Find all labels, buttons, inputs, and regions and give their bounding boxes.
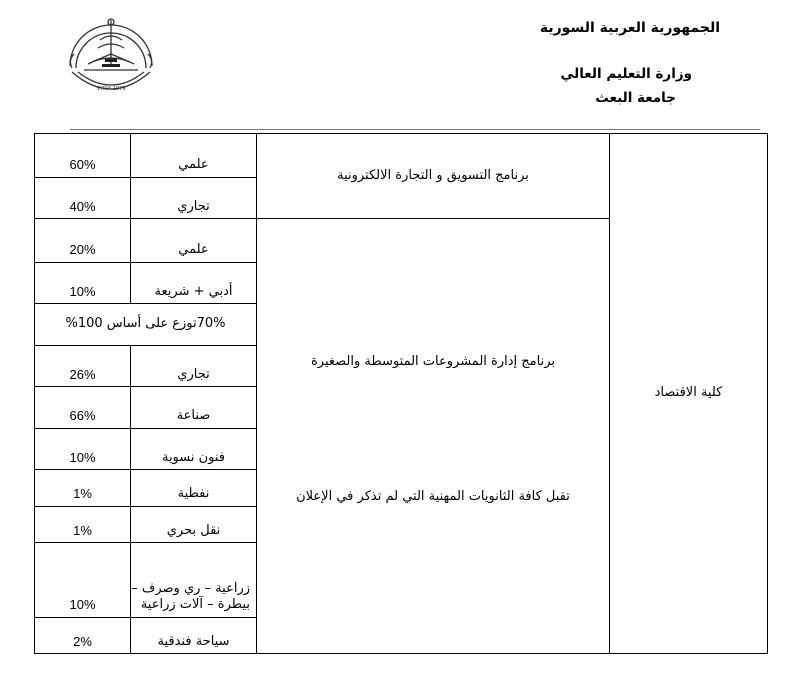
distribution-note: 70%توزع على أساس 100% [35,304,257,346]
branch-cell: أدبي + شريعة [131,262,257,304]
percentage-cell: 26% [35,345,131,387]
branch-cell: علمي [131,219,257,263]
university-seal-logo [62,14,160,100]
header-divider [70,129,760,130]
percentage-cell: 66% [35,387,131,429]
percentage-cell: 10% [35,428,131,470]
branch-cell: صناعة [131,387,257,429]
percentage-cell: 20% [35,219,131,263]
program-marketing: برنامج التسويق و التجارة الالكترونية [257,134,610,219]
program-sme: برنامج إدارة المشروعات المتوسطة والصغيرة [310,354,555,370]
percentage-cell: 1% [35,470,131,506]
university-title: جامعة البعث [595,90,676,106]
branch-cell: تجاري [131,345,257,387]
branch-cell: علمي [131,134,257,178]
branch-cell: فنون نسوية [131,428,257,470]
ministry-title: وزارة التعليم العالي [560,66,692,82]
admission-ratios-table [34,133,768,654]
faculty-name: كلية الاقتصاد [610,134,768,654]
document-header [0,0,800,120]
republic-title: الجمهورية العربية السورية [539,20,720,36]
percentage-cell: 40% [35,177,131,219]
percentage-cell: 2% [35,617,131,653]
branch-cell: نقل بحري [131,506,257,542]
percentage-cell: 10% [35,262,131,304]
svg-text:SYRIA 1979: SYRIA 1979 [96,86,126,92]
branch-cell: زراعية – ري وصرف – بيطرة – آلات زراعية [131,542,257,617]
percentage-cell: 60% [35,134,131,178]
branch-cell: تجاري [131,177,257,219]
branch-cell: نفطية [131,470,257,506]
percentage-cell: 1% [35,506,131,542]
branch-cell: سياحة فندقية [131,617,257,653]
program-sme-cell [257,219,610,654]
vocational-note: تقبل كافة الثانويات المهنية التي لم تذكر في الإعلان [296,489,570,505]
percentage-cell: 10% [35,542,131,617]
table-row [35,134,768,178]
